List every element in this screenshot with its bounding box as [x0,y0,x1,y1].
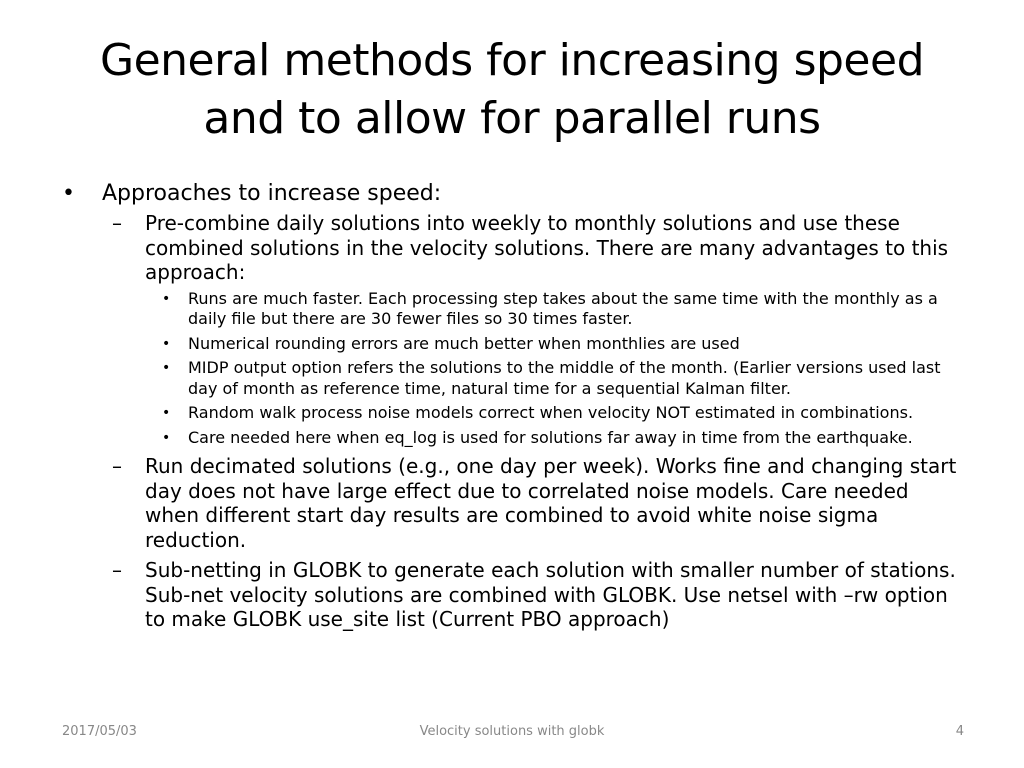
bullet-marker: • [162,429,171,446]
slide-body [60,180,960,634]
bullet-text: Approaches to increase speed: [102,181,442,206]
sub-bullet-text: Run decimated solutions (e.g., one day per week). Works fine and changing start day does not have large effect due to correlated noise models. Care needed when different start day results are combined to avoid white noise sigma reduction. [145,454,957,552]
sub-sub-bullet-text: Runs are much faster. Each processing step takes about the same time with the monthly as a daily file but there are 30 fewer files so 30 times faster. [188,288,938,328]
dash-marker: – [112,558,122,582]
sub-bullet-decimated [112,454,960,552]
bullet-marker: • [162,335,171,352]
footer-title: Velocity solutions with globk [419,724,605,739]
bullet-marker: • [62,181,75,206]
footer-date: 2017/05/03 [62,724,137,739]
sub-sub-bullet [162,358,960,399]
sub-bullet-sub-netting [112,558,960,632]
sub-sub-bullet [162,334,960,355]
sub-sub-bullet-text: Numerical rounding errors are much better when monthlies are used [188,333,740,353]
bullet-approaches [60,180,960,207]
footer-page-number: 4 [955,724,964,739]
bullet-marker: • [162,360,171,376]
bullet-marker: • [162,290,171,307]
dash-marker: – [112,211,122,235]
slide-title-line-1: General methods for increasing speed [99,35,925,86]
sub-sub-bullet-text: MIDP output option refers the solutions to the middle of the month. (Earlier versions used last day of month as reference time, natural time for a sequential Kalman filter. [188,358,941,398]
sub-sub-bullet [162,403,960,424]
slide-title [40,32,984,148]
sub-sub-bullet [162,289,960,330]
sub-bullet-text: Sub-netting in GLOBK to generate each solution with smaller number of stations. Sub-net velocity solutions are combined with GLOBK. Use netsel with –rw option to make GLOBK use_site list (Current PBO approach) [145,558,956,631]
sub-sub-bullet [162,428,960,449]
bullet-marker: • [162,405,171,421]
sub-bullet-text: Pre-combine daily solutions into weekly to monthly solutions and use these combined solutions in the velocity solutions. There are many advantages to this approach: [145,211,949,284]
sub-bullet-pre-combine [112,211,960,285]
sub-sub-bullet-text: Care needed here when eq_log is used for solutions far away in time from the earthquake. [188,427,913,447]
slide-title-line-2: and to allow for parallel runs [203,93,821,144]
sub-sub-bullet-text: Random walk process noise models correct when velocity NOT estimated in combinations. [188,403,914,422]
dash-marker: – [112,454,122,478]
